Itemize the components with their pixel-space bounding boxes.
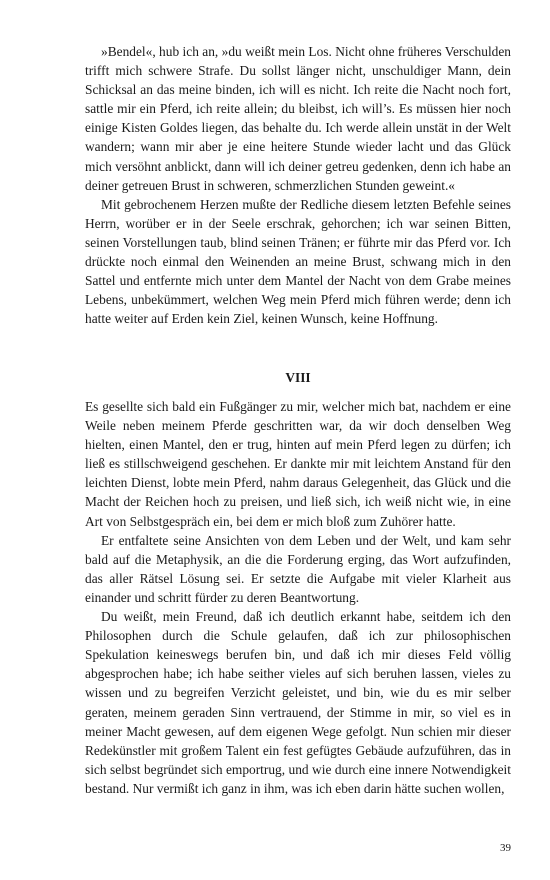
paragraph: Es gesellte sich bald ein Fußgänger zu mir, welcher mich bat, nachdem er eine Weile neben meinem Pferde geschritten war, da wir doch denselben Weg hielten, einen Mantel, den er trug, hinten auf mein Pferd legen zu dürfen; ich ließ es stillschweigend geschehen. Er dankte mir mit leichtem Anstand für den leichten Dienst, lobte mein Pferd, nahm daraus Gelegenheit, das Glück und die Macht der Reichen hoch zu preisen, und ließ sich, ich weiß nicht wie, in eine Art von Selbstgespräch ein, bei dem er mich bloß zum Zuhörer hatte. [85, 399, 511, 529]
paragraph: »Bendel«, hub ich an, »du weißt mein Los. Nicht ohne früheres Verschulden trifft mich schwere Strafe. Du sollst länger nicht, unschuldiger Mann, dein Schicksal an das meine binden, ich will es nicht. Ich reite die Nacht noch fort, sattle mir ein Pferd, ich reite allein; du bleibst, ich will’s. Es müssen hier noch einige Kisten Goldes liegen, das behalte du. Ich werde allein unstät in der Welt wandern; wann mir aber je eine heitere Stunde wieder lacht und das Glück mich versöhnt anblickt, dann will ich deiner getreu gedenken, denn ich habe an deiner getreuen Brust in schweren, schmerzlichen Stunden geweint.« [85, 44, 511, 193]
text-block-bottom [85, 397, 511, 798]
paragraph: Er entfaltete seine Ansichten von dem Leben und der Welt, und kam sehr bald auf die Metaphysik, an die die Forderung erging, das Wort aufzufinden, das aller Rätsel Lösung sei. Er setzte die Aufgabe mit vieler Klarheit aus einander und schritt fürder zu deren Beantwortung. [85, 532, 511, 605]
page-number: 39 [500, 842, 511, 854]
chapter-heading: VIII [285, 370, 311, 385]
text-block-top [85, 42, 511, 328]
paragraph: Du weißt, mein Freund, daß ich deutlich erkannt habe, seitdem ich den Philosophen durch die Schule gelaufen, daß ich zur philosophischen Spekulation keineswegs berufen bin, und daß ich mir dieses Feld völlig abgesprochen habe; ich habe seither vieles auf sich beruhen lassen, vieles zu wissen und zu begreifen Verzicht geleistet, und bin, wie du es mir selber geraten, meinem geraden Sinn vertrauend, der Stimme in mir, so viel es in meiner Macht gewesen, auf dem eigenen Wege gefolgt. Nun schien mir dieser Redekünstler mit großem Talent ein fest gefügtes Gebäude aufzuführen, das in sich selbst begründet sich emportrug, und wie durch eine innere Notwendigkeit bestand. Nur vermißt ich ganz in ihm, was ich eben darin hätte suchen wollen, [85, 609, 511, 796]
paragraph: Mit gebrochenem Herzen mußte der Redliche diesem letzten Befehle seines Herrn, worüber er in der Seele erschrak, gehorchen; ich war seinen Bitten, seinen Vorstellungen taub, blind seinen Tränen; er führte mir das Pferd vor. Ich drückte noch einmal den Weinenden an meine Brust, schwang mich in den Sattel und entfernte mich unter dem Mantel der Nacht von dem Grabe meines Lebens, unbekümmert, welchen Weg mein Pferd mich führen werde; denn ich hatte weiter auf Erden kein Ziel, keinen Wunsch, keine Hoffnung. [85, 196, 511, 327]
